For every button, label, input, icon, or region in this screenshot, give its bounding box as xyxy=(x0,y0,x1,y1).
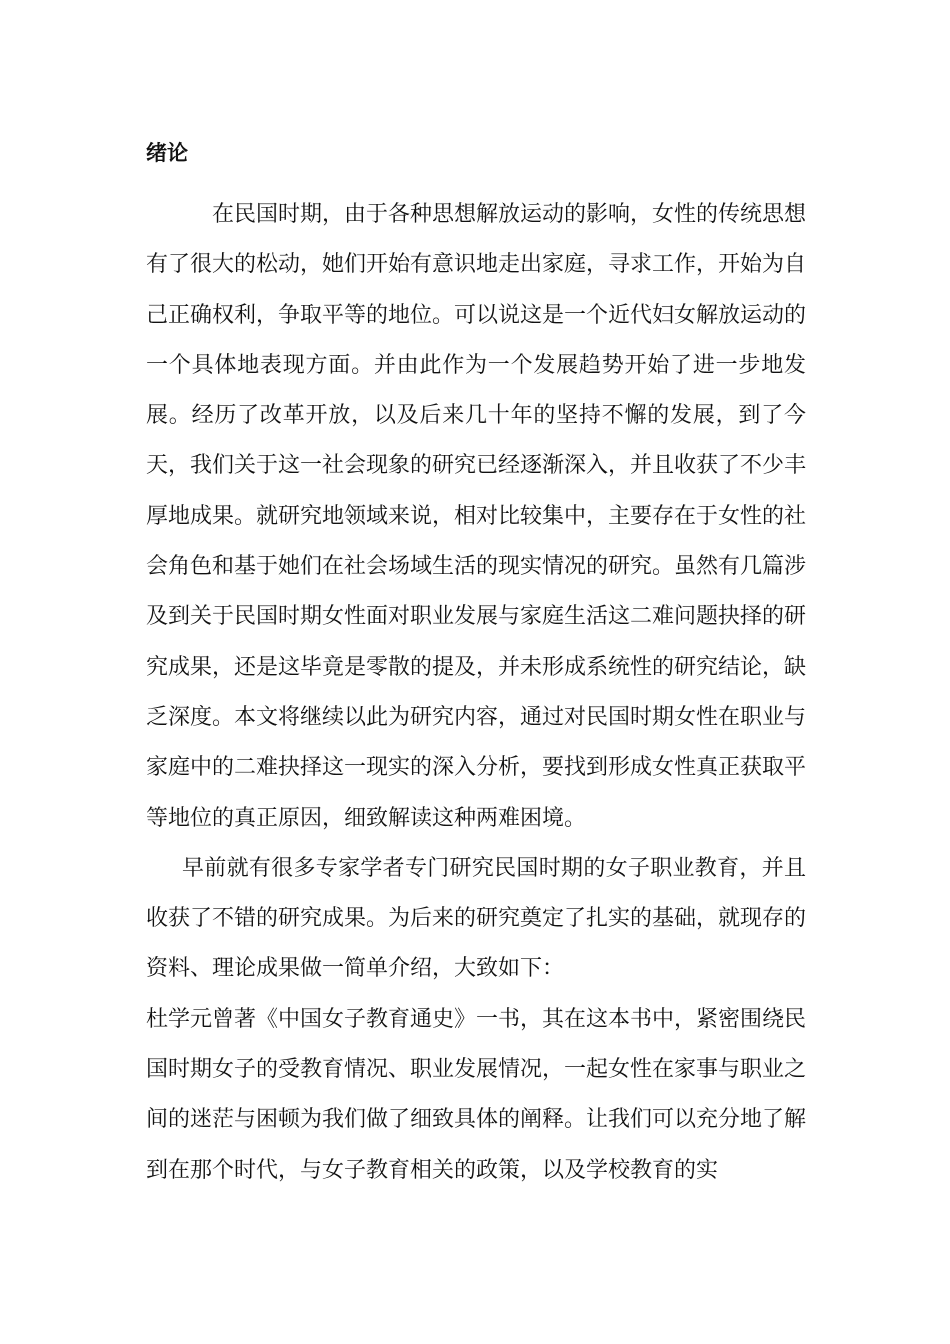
paragraph-intro: 在民国时期，由于各种思想解放运动的影响，女性的传统思想有了很大的松动，她们开始有意识地走出家庭，寻求工作，开始为自己正确权利，争取平等的地位。可以说这是一个近代妇女解放运动的一个具体地表现方面。并由此作为一个发展趋势开始了进一步地发展。经历了改革开放，以及后来几十年的坚持不懈的发展，到了今天，我们关于这一社会现象的研究已经逐渐深入，并且收获了不少丰厚地成果。就研究地领域来说，相对比较集中，主要存在于女性的社会角色和基于她们在社会场域生活的现实情况的研究。虽然有几篇涉及到关于民国时期女性面对职业发展与家庭生活这二难问题抉择的研究成果，还是这毕竟是零散的提及，并未形成系统性的研究结论，缺乏深度。本文将继续以此为研究内容，通过对民国时期女性在职业与家庭中的二难抉择这一现实的深入分析，要找到形成女性真正获取平等地位的真正原因，细致解读这种两难困境。 xyxy=(146,202,807,831)
paragraph-literature-review: 杜学元曾著《中国女子教育通史》一书，其在这本书中，紧密围绕民国时期女子的受教育情况、职业发展情况，一起女性在家事与职业之间的迷茫与困顿为我们做了细致具体的阐释。让我们可以充分地了解到在那个时代，与女子教育相关的政策，以及学校教育的实 xyxy=(146,1006,807,1183)
body-text xyxy=(146,190,806,1196)
section-heading: 绪论 xyxy=(146,141,188,165)
paragraph-research-overview: 早前就有很多专家学者专门研究民国时期的女子职业教育，并且收获了不错的研究成果。为后来的研究奠定了扎实的基础，就现存的资料、理论成果做一简单介绍，大致如下： xyxy=(146,855,807,982)
